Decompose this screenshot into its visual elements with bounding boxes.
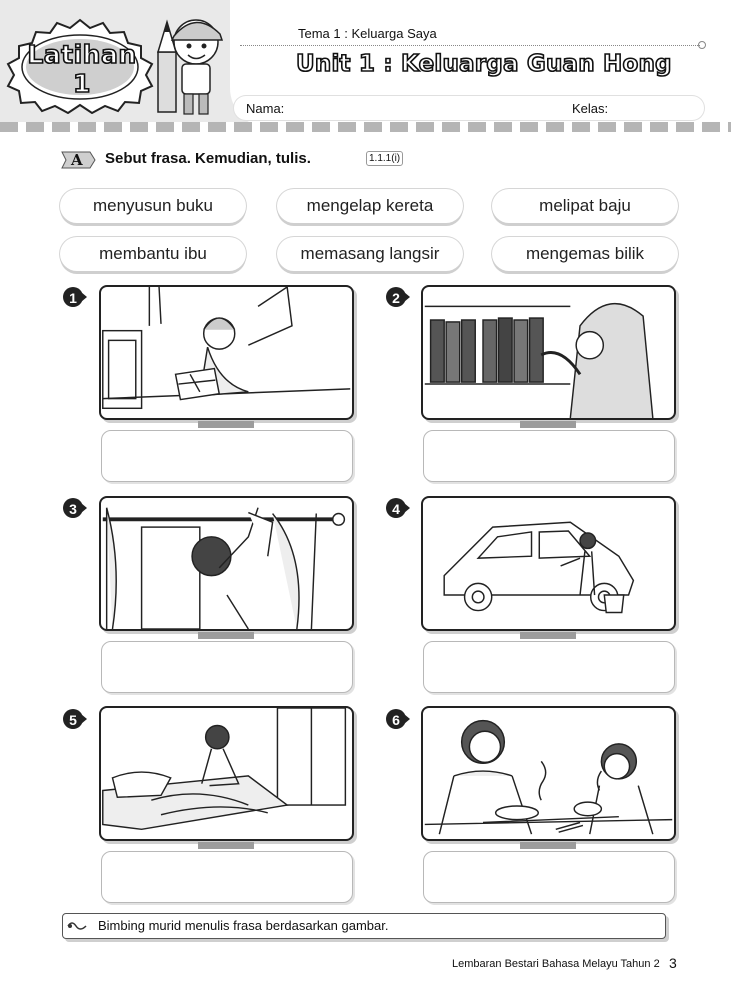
unit-title: Unit 1 : Keluarga Guan Hong: [296, 51, 672, 77]
helping-mother-icon: [423, 708, 674, 839]
class-label: Kelas:: [572, 101, 609, 116]
phrase-option: membantu ibu: [60, 237, 246, 271]
header-divider: [0, 122, 731, 132]
picture-tab: [198, 421, 254, 428]
question-number: 2: [392, 290, 400, 306]
picture-tab: [198, 632, 254, 639]
theme-label: Tema 1 : Keluarga Saya: [298, 26, 437, 41]
picture-tab: [520, 842, 576, 849]
picture-tab: [198, 842, 254, 849]
picture-wiping-car: [421, 496, 676, 631]
question-number: 4: [392, 501, 400, 517]
section-letter: A: [71, 151, 83, 169]
arranging-books-icon: [423, 287, 674, 418]
phrase-option: menyusun buku: [60, 189, 246, 223]
book-title: Lembaran Bestari Bahasa Melayu Tahun 2: [452, 958, 660, 970]
wiping-car-icon: [423, 498, 674, 629]
header-rule: [240, 45, 700, 46]
phrase-option: melipat baju: [492, 189, 678, 223]
page-number: 3: [669, 955, 677, 971]
answer-box[interactable]: [101, 851, 353, 903]
question-number: 6: [392, 712, 400, 728]
question-number-badge: [385, 286, 411, 312]
phrase-option: mengemas bilik: [492, 237, 678, 271]
picture-hanging-curtain: [99, 496, 354, 631]
picture-tab: [520, 632, 576, 639]
section-badge: [60, 149, 96, 171]
picture-helping-mother: [421, 706, 676, 841]
answer-box[interactable]: [101, 430, 353, 482]
question-number-badge: [62, 708, 88, 734]
hanging-curtain-icon: [101, 498, 352, 629]
name-label: Nama:: [246, 101, 285, 116]
question-number-badge: [385, 497, 411, 523]
question-number: 5: [69, 712, 77, 728]
answer-box[interactable]: [423, 430, 675, 482]
tidying-bed-icon: [101, 708, 352, 839]
pen-nib-icon: [66, 918, 88, 934]
question-number-badge: [62, 497, 88, 523]
picture-arranging-books: [421, 285, 676, 420]
picture-tab: [520, 421, 576, 428]
picture-tidying-bed: [99, 706, 354, 841]
header-rule-end-icon: [698, 41, 706, 49]
pencil-mascot-icon: [150, 2, 230, 120]
curriculum-code: 1.1.1(i): [366, 151, 403, 166]
phrase-option: memasang langsir: [277, 237, 463, 271]
name-class-bar[interactable]: [234, 96, 704, 120]
question-number-badge: [62, 286, 88, 312]
answer-box[interactable]: [101, 641, 353, 693]
phrase-option: mengelap kereta: [277, 189, 463, 223]
teacher-note: Bimbing murid menulis frasa berdasarkan gambar.: [98, 918, 389, 933]
section-instruction: Sebut frasa. Kemudian, tulis.: [105, 150, 311, 167]
picture-folding-clothes: [99, 285, 354, 420]
question-number: 3: [69, 501, 77, 517]
question-number-badge: [385, 708, 411, 734]
question-number: 1: [69, 290, 77, 306]
answer-box[interactable]: [423, 851, 675, 903]
answer-box[interactable]: [423, 641, 675, 693]
exercise-badge: Latihan 1: [27, 40, 137, 98]
folding-clothes-icon: [101, 287, 352, 418]
